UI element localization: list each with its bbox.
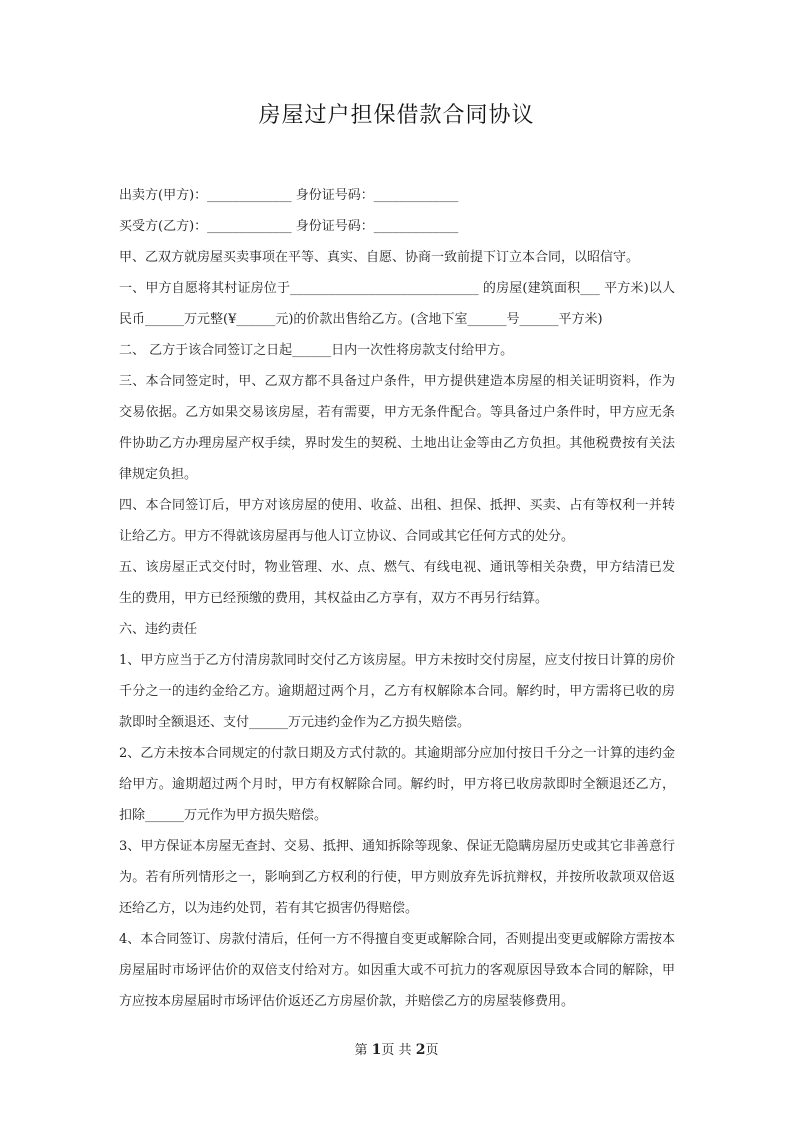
page-footer (0, 1040, 793, 1061)
liability-item-3: 3、甲方保证本房屋无查封、交易、抵押、通知拆除等现象、保证无隐瞒房屋历史或其它非善意行为。若有所列情形之一，影响到乙方权利的行使，甲方则放弃先诉抗辩权，并按所收款项双倍返还给乙方，以为违约处罚，若有其它损害仍得赔偿。 (119, 839, 675, 916)
footer-prefix: 第 (354, 1043, 372, 1058)
buyer-line: 买受方(乙方)：_____________ 身份证号码：_____________ (119, 219, 459, 234)
seller-line: 出卖方(甲方)：_____________ 身份证号码：_____________ (119, 188, 459, 203)
footer-mid: 页 共 (381, 1043, 416, 1058)
clause-6-heading: 六、违约责任 (119, 622, 198, 637)
page-title: 房屋过户担保借款合同协议 (258, 103, 535, 128)
footer-suffix: 页 (425, 1043, 439, 1058)
liability-item-1: 1、甲方应当于乙方付清房款同时交付乙方该房屋。甲方未按时交付房屋，应支付按日计算的房价千分之一的违约金给乙方。逾期超过两个月，乙方有权解除本合同。解约时，甲方需将已收的房款即时全额退还、支付______万元违约金作为乙方损失赔偿。 (119, 653, 675, 730)
liability-item-4: 4、本合同签订、房款付清后，任何一方不得擅自变更或解除合同，否则提出变更或解除方需按本房屋届时市场评估价的双倍支付给对方。如因重大或不可抗力的客观原因导致本合同的解除，甲方应按本房屋届时市场评估价返还乙方房屋价款，并赔偿乙方的房屋装修费用。 (119, 932, 675, 1009)
current-page-number: 1 (371, 1042, 382, 1058)
liability-item-2: 2、乙方未按本合同规定的付款日期及方式付款的。其逾期部分应加付按日千分之一计算的违约金给甲方。逾期超过两个月时，甲方有权解除合同。解约时，甲方将已收房款即时全额退还乙方，扣除______万元作为甲方损失赔偿。 (119, 746, 675, 823)
clause-2: 二、 乙方于该合同签订之日起______日内一次性将房款支付给甲方。 (119, 343, 514, 358)
contract-body (119, 180, 675, 1017)
clause-1: 一、甲方自愿将其村证房位于_____________________________ 的房屋(建筑面积___ 平方米)以人民币______万元整(¥______元)的价款出售给乙方。(含地下室______号______平方米) (119, 281, 675, 327)
preamble-paragraph: 甲、乙双方就房屋买卖事项在平等、真实、自愿、协商一致前提下订立本合同，以昭信守。 (119, 250, 640, 265)
clause-5: 五、该房屋正式交付时，物业管理、水、点、燃气、有线电视、通讯等相关杂费，甲方结清已发生的费用，甲方已经预缴的费用，其权益由乙方享有，双方不再另行结算。 (119, 560, 675, 606)
total-pages-number: 2 (415, 1042, 426, 1058)
clause-4: 四、本合同签订后，甲方对该房屋的使用、收益、出租、担保、抵押、买卖、占有等权利一并转让给乙方。甲方不得就该房屋再与他人订立协议、合同或其它任何方式的处分。 (119, 498, 675, 544)
clause-3: 三、本合同签定时，甲、乙双方都不具备过户条件，甲方提供建造本房屋的相关证明资料，作为交易依据。乙方如果交易该房屋，若有需要，甲方无条件配合。等具备过户条件时，甲方应无条件协助乙方办理房屋产权手续，界时发生的契税、土地出让金等由乙方负担。其他税费按有关法律规定负担。 (119, 374, 675, 482)
